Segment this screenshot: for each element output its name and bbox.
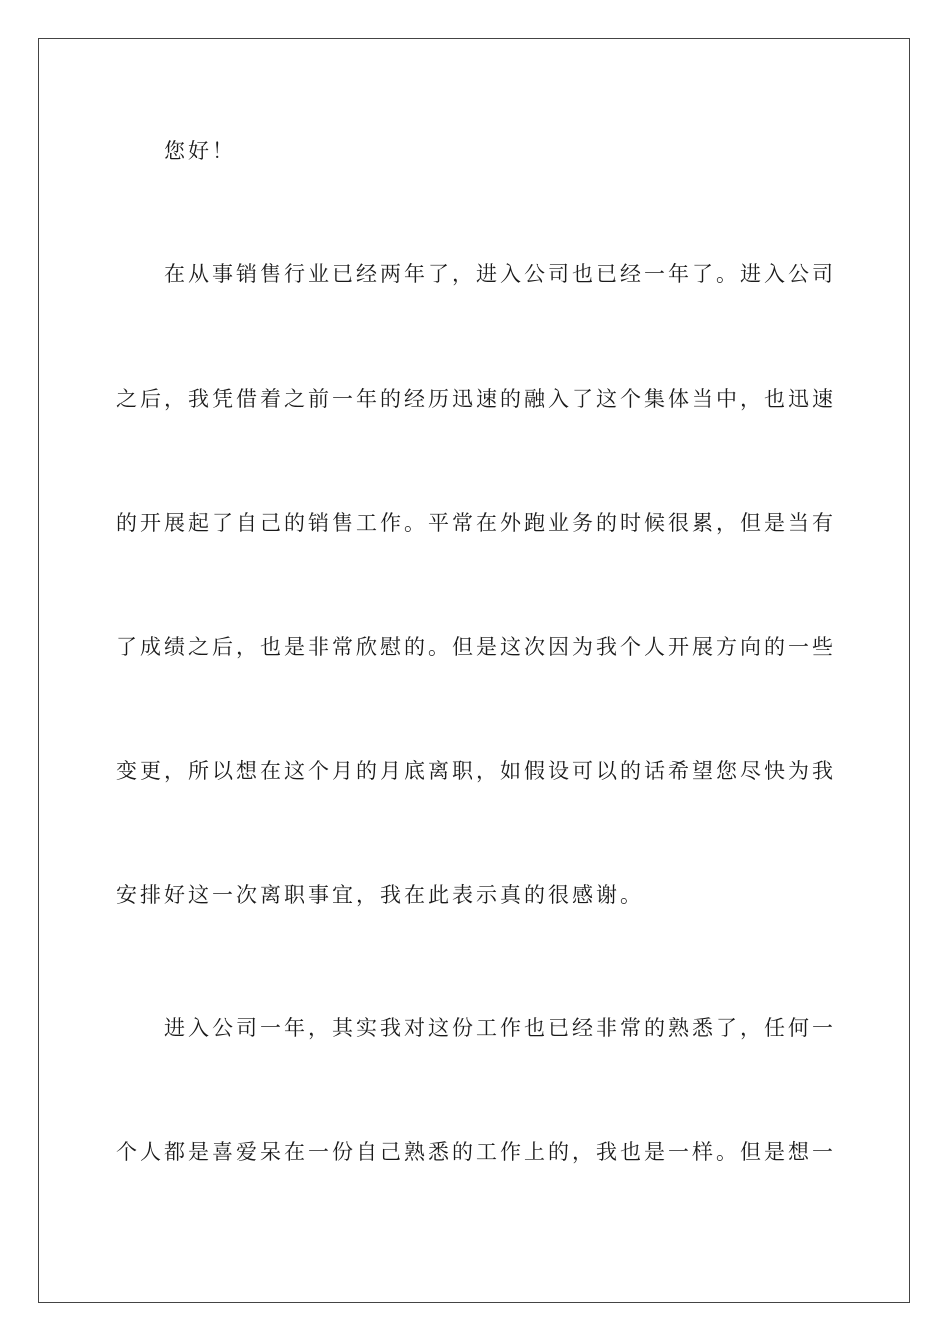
page-border: [38, 38, 910, 1303]
greeting: 您好！: [164, 139, 236, 163]
paragraph-1-line-1: 在从事销售行业已经两年了，进入公司也已经一年了。进入公司: [164, 262, 836, 286]
paragraph-1-line-3: 的开展起了自己的销售工作。平常在外跑业务的时候很累，但是当有: [116, 511, 836, 535]
paragraph-1-line-6: 安排好这一次离职事宜，我在此表示真的很感谢。: [116, 883, 644, 907]
paragraph-1-line-5: 变更，所以想在这个月的月底离职，如假设可以的话希望您尽快为我: [116, 759, 836, 783]
paragraph-1-line-4: 了成绩之后，也是非常欣慰的。但是这次因为我个人开展方向的一些: [116, 635, 836, 659]
paragraph-1-line-2: 之后，我凭借着之前一年的经历迅速的融入了这个集体当中，也迅速: [116, 387, 836, 411]
paragraph-2-line-1: 进入公司一年，其实我对这份工作也已经非常的熟悉了，任何一: [164, 1016, 836, 1040]
paragraph-2-line-2: 个人都是喜爱呆在一份自己熟悉的工作上的，我也是一样。但是想一: [116, 1140, 836, 1164]
